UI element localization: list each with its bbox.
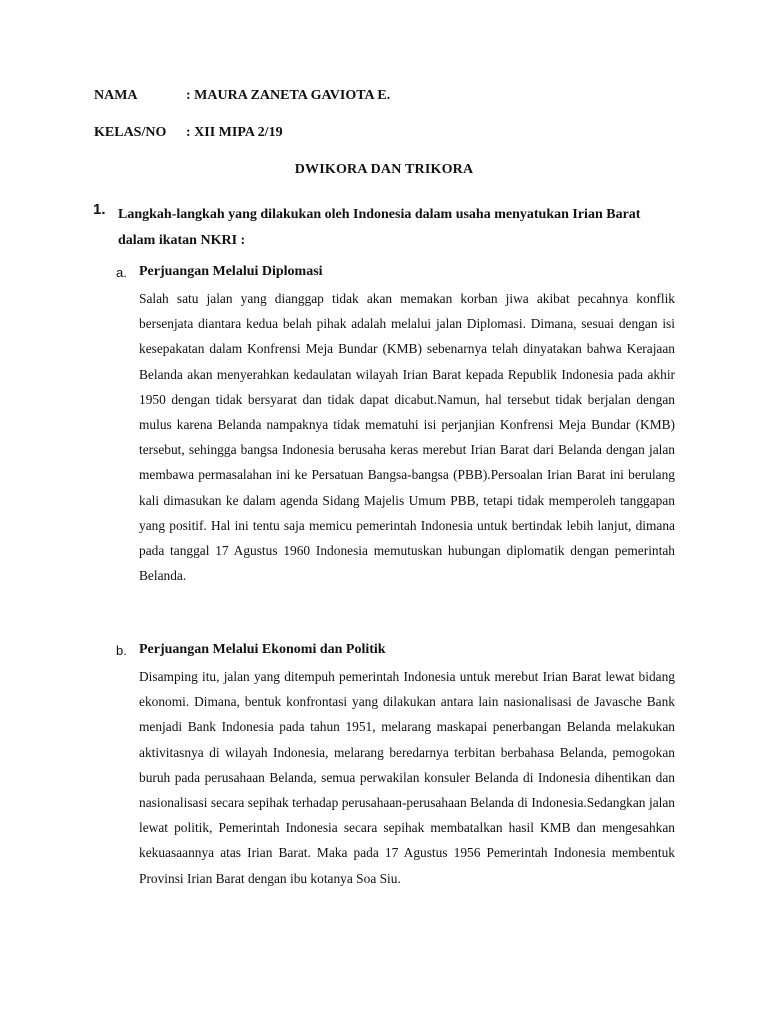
question-number: 1. [93,201,106,218]
section-b-heading: Perjuangan Melalui Ekonomi dan Politik [139,642,386,657]
name-label: NAMA [94,88,138,103]
name-row [94,88,390,104]
section-a-paragraph: Salah satu jalan yang dianggap tidak akan memakan korban jiwa akibat pecahnya konflik bersenjata diantara kedua belah pihak adalah melalui jalan Diplomasi. Dimana, sesuai dengan isi kesepakatan dalam Konfrensi Meja Bundar (KMB) sebenarnya telah dinyatakan bahwa Kerajaan Belanda akan menyerahkan kedaulatan wilayah Irian Barat kepada Republik Indonesia pada akhir 1950 dengan tidak bersyarat dan tidak dapat dicabut.Namun, hal tersebut tidak berjalan dengan mulus karena Belanda nampaknya tidak mematuhi isi perjanjian Konfrensi Meja Bundar (KMB) tersebut, sehingga bangsa Indonesia berusaha keras merebut Irian Barat dari Belanda dengan jalan membawa permasalahan ini ke Persatuan Bangsa-bangsa (PBB).Persoalan Irian Barat ini berulang kali dimasukan ke dalam agenda Sidang Majelis Umum PBB, tetapi tidak memperoleh tanggapan yang positif. Hal ini tentu saja memicu pemerintah Indonesia untuk bertindak lebih lanjut, dimana pada tanggal 17 Agustus 1960 Indonesia memutuskan hubungan diplomatik dengan pemerintah Belanda. [139,291,675,584]
question-text: Langkah-langkah yang dilakukan oleh Indonesia dalam usaha menyatukan Irian Barat dalam ikatan NKRI : [118,207,641,248]
document-title: DWIKORA DAN TRIKORA [294,162,474,177]
class-row [94,125,283,141]
section-b-marker: b. [116,643,127,658]
name-value: : MAURA ZANETA GAVIOTA E. [186,88,391,103]
section-b-paragraph: Disamping itu, jalan yang ditempuh pemerintah Indonesia untuk merebut Irian Barat lewat bidang ekonomi. Dimana, bentuk konfrontasi yang dilakukan antara lain nasionalisasi de Javasche Bank menjadi Bank Indonesia pada tahun 1951, melarang maskapai penerbangan Belanda melakukan aktivitasnya di wilayah Indonesia, melarang beredarnya terbitan berbahasa Belanda, pemogokan buruh pada perusahaan Belanda, semua perwakilan konsuler Belanda di Indonesia dihentikan dan nasionalisasi secara sepihak terhadap perusahaan-perusahaan Belanda di Indonesia.Sedangkan jalan lewat politik, Pemerintah Indonesia secara sepihak membatalkan hasil KMB dan mengesahkan kekuasaannya atas Irian Barat. Maka pada 17 Agustus 1956 Pemerintah Indonesia membentuk Provinsi Irian Barat dengan ibu kotanya Soa Siu. [139,669,675,886]
section-a-heading: Perjuangan Melalui Diplomasi [139,264,323,279]
section-a-marker: a. [116,265,127,280]
document-title-row [0,162,768,178]
class-label: KELAS/NO [94,125,167,140]
class-value: : XII MIPA 2/19 [186,125,283,140]
